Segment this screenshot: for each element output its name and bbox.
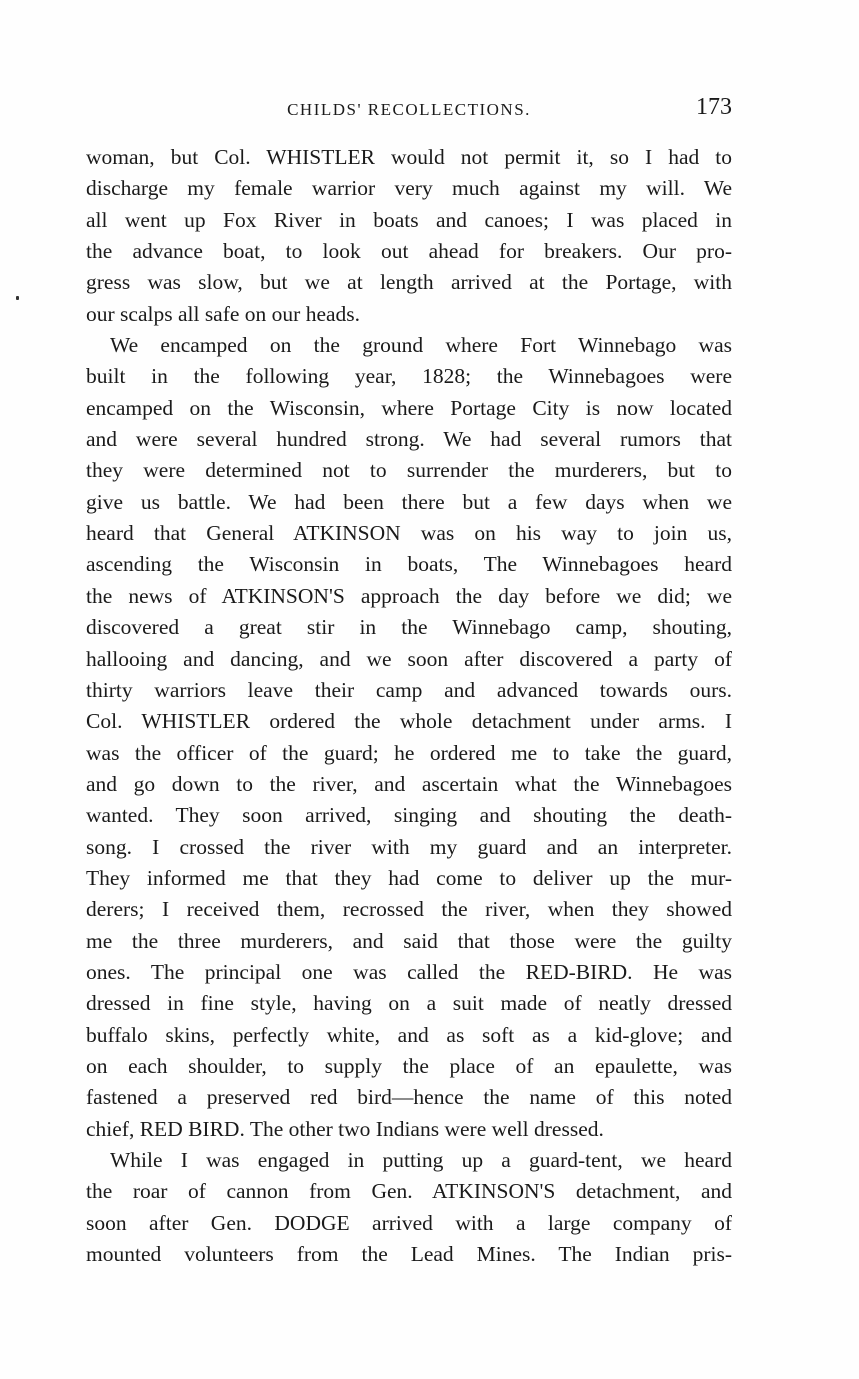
text-line: Col. WHISTLER ordered the whole detachment under arms. I <box>86 709 732 734</box>
text-line: woman, but Col. WHISTLER would not permit it, so I had to <box>86 145 732 169</box>
text-line: on each shoulder, to supply the place of an epaulette, was <box>86 1053 732 1078</box>
text-line: discharge my female warrior very much against my will. We <box>86 176 732 201</box>
text-line: fastened a preserved red bird—hence the name of this noted <box>86 1085 732 1110</box>
text-line: While I was engaged in putting up a guard-tent, we heard <box>110 1148 732 1172</box>
text-line: hallooing and dancing, and we soon after discovered a party of <box>86 646 732 671</box>
text-line: built in the following year, 1828; the Winnebagoes were <box>86 364 732 389</box>
text-line: and go down to the river, and ascertain what the Winnebagoes <box>86 771 732 796</box>
text-line: and were several hundred strong. We had several rumors that <box>86 427 732 452</box>
running-title: CHILDS' RECOLLECTIONS. <box>287 100 531 119</box>
text-line: gress was slow, but we at length arrived at the Portage, with <box>86 270 732 295</box>
text-line: the roar of cannon from Gen. ATKINSON'S detachment, and <box>86 1179 732 1204</box>
text-line: was the officer of the guard; he ordered me to take the guard, <box>86 740 732 765</box>
text-line: all went up Fox River in boats and canoes; I was placed in <box>86 207 732 232</box>
text-line: thirty warriors leave their camp and advanced towards ours. <box>86 677 732 702</box>
text-line: give us battle. We had been there but a few days when we <box>86 489 732 514</box>
text-line: ones. The principal one was called the RED-BIRD. He was <box>86 959 732 984</box>
text-line: soon after Gen. DODGE arrived with a large company of <box>86 1210 732 1235</box>
text-line: ascending the Wisconsin in boats, The Winnebagoes heard <box>86 552 732 577</box>
text-line: derers; I received them, recrossed the river, when they showed <box>86 897 732 922</box>
text-line: discovered a great stir in the Winnebago camp, shouting, <box>86 615 732 640</box>
text-line: chief, RED BIRD. The other two Indians were well dressed. <box>86 1116 604 1141</box>
text-line: the news of ATKINSON'S approach the day before we did; we <box>86 583 732 608</box>
text-line: wanted. They soon arrived, singing and shouting the death- <box>86 803 732 828</box>
text-line: heard that General ATKINSON was on his way to join us, <box>86 521 732 546</box>
text-line: encamped on the Wisconsin, where Portage City is now located <box>86 395 732 420</box>
text-line: dressed in fine style, having on a suit made of neatly dressed <box>86 991 732 1016</box>
text-line: mounted volunteers from the Lead Mines. The Indian pris- <box>86 1242 732 1267</box>
text-line: They informed me that they had come to deliver up the mur- <box>86 865 732 890</box>
text-line: We encamped on the ground where Fort Winnebago was <box>110 333 732 358</box>
margin-speck <box>16 296 19 300</box>
page-number: 173 <box>696 94 732 120</box>
text-line: our scalps all safe on our heads. <box>86 301 361 326</box>
body-text <box>86 142 732 1270</box>
text-line: buffalo skins, perfectly white, and as soft as a kid-glove; and <box>86 1022 732 1047</box>
running-head <box>86 94 732 126</box>
text-line: me the three murderers, and said that those were the guilty <box>86 928 732 953</box>
text-line: the advance boat, to look out ahead for breakers. Our pro- <box>86 239 732 264</box>
text-line: song. I crossed the river with my guard and an interpreter. <box>86 834 732 859</box>
text-line: they were determined not to surrender the murderers, but to <box>86 458 732 483</box>
